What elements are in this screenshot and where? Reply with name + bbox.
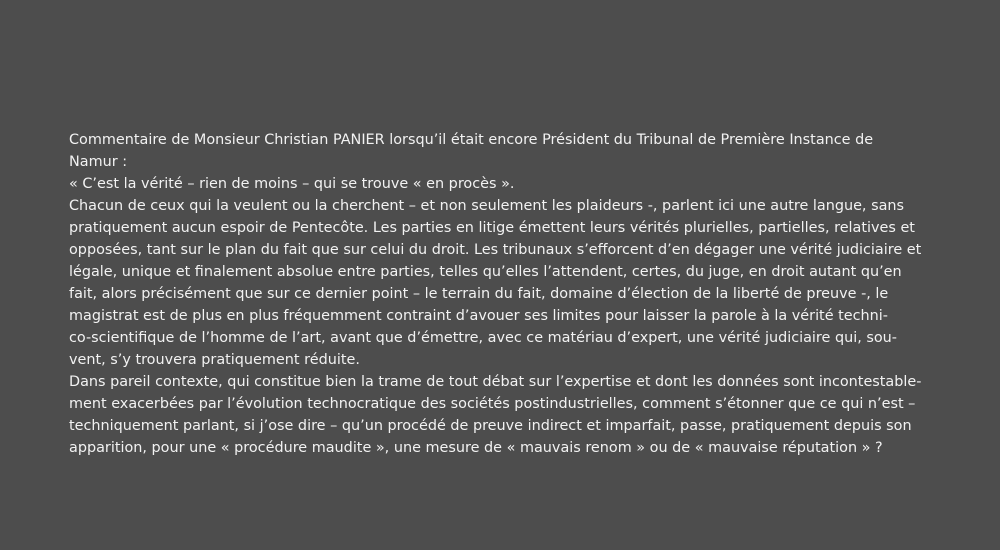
text-line: Chacun de ceux qui la veulent ou la cherchent – et non seulement les plaideurs -, parlent ici une autre langue, sans [69, 198, 905, 214]
text-line: Commentaire de Monsieur Christian PANIER lorsqu’il était encore Président du Tribunal de Première Instance de [69, 132, 874, 148]
quote-text-block [69, 129, 944, 459]
text-line: Dans pareil contexte, qui constitue bien la trame de tout débat sur l’expertise et dont les données sont incontestable- [69, 374, 922, 390]
text-line: « C’est la vérité – rien de moins – qui se trouve « en procès ». [69, 176, 515, 192]
text-line: pratiquement aucun espoir de Pentecôte. Les parties en litige émettent leurs vérités plurielles, partielles, relatives et [69, 220, 915, 236]
text-line: Namur : [69, 154, 128, 170]
text-line: co-scientifique de l’homme de l’art, avant que d’émettre, avec ce matériau d’expert, une vérité judiciaire qui, sou- [69, 330, 897, 346]
text-line: fait, alors précisément que sur ce dernier point – le terrain du fait, domaine d’élection de la liberté de preuve -, le [69, 286, 889, 302]
text-line: opposées, tant sur le plan du fait que sur celui du droit. Les tribunaux s’efforcent d’en dégager une vérité judiciaire et [69, 242, 922, 258]
text-line: ment exacerbées par l’évolution technocratique des sociétés postindustrielles, comment s’étonner que ce qui n’est – [69, 396, 916, 412]
text-line: apparition, pour une « procédure maudite », une mesure de « mauvais renom » ou de « mauvaise réputation » ? [69, 440, 883, 456]
text-line: techniquement parlant, si j’ose dire – qu’un procédé de preuve indirect et imparfait, passe, pratiquement depuis son [69, 418, 912, 434]
text-line: légale, unique et finalement absolue entre parties, telles qu’elles l’attendent, certes, du juge, en droit autant qu’en [69, 264, 902, 280]
text-line: magistrat est de plus en plus fréquemment contraint d’avouer ses limites pour laisser la parole à la vérité techni- [69, 308, 888, 324]
text-line: vent, s’y trouvera pratiquement réduite. [69, 352, 360, 368]
